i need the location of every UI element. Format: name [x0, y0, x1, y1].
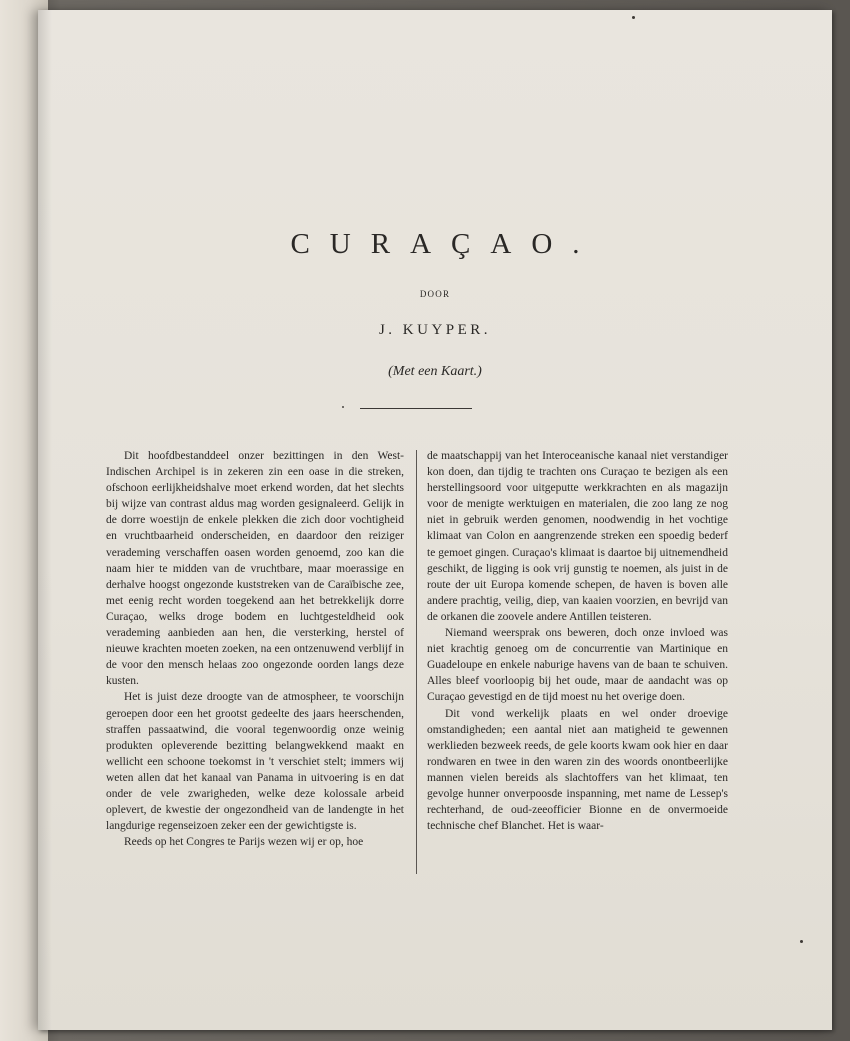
paragraph: Niemand weersprak ons beweren, doch onze invloed was niet krachtig genoeg om de concurrentie van Martinique en Guadeloupe en enkele naburige havens van de baan te schuiven. Alles bleef voorloopig bij het oude, maar de aandacht was op Curaçao gevestigd en de tijd moest nu het overige doen. [427, 627, 728, 704]
text-column-right [427, 448, 728, 834]
column-divider [416, 450, 417, 874]
paragraph: Dit vond werkelijk plaats en wel onder droevige omstandigheden; een aantal niet aan matigheid te gewennen werklieden bezweek reeds, de gele koorts kwam ook hier en daar rondwaren en twee in den waren zin des woords onontbeerlijke mannen vielen bereids als slachtoffers van het klimaat, ten gevolge hunner onverpoosde inspanning, met name de Lessep's rechterhand, de oud-zeeofficier Bionne en de onvermoeide technische chef Blanchet. Het is waar- [427, 707, 728, 833]
ink-dot [342, 406, 344, 408]
author-name: J. KUYPER. [378, 322, 492, 338]
paragraph: Het is juist deze droogte van de atmospheer, te voorschijn geroepen door een het grootst gedeelte des jaars heerschenden, straffen passaatwind, die vooral tegenwoordig onze weinig produkten opleverende bezitting belangwekkend maakt en wellicht een schoone toekomst in 't verschiet stelt; immers wij weten allen dat het kanaal van Panama in uitvoering is en dat onder de vele zwarigheden, welke deze kolossale arbeid oplevert, de kwestie der ongezondheid van de landengte in het langdurige regenseizoen zeker een der gewichtigste is. [106, 691, 404, 833]
book-page [38, 10, 832, 1030]
ink-spot [800, 940, 803, 943]
byline: DOOR [419, 289, 451, 299]
subtitle: (Met een Kaart.) [388, 364, 482, 379]
ink-spot [632, 16, 635, 19]
paragraph: de maatschappij van het Interoceanische kanaal niet verstandiger kon doen, dan tijdig te trachten ons Curaçao te bezigen als een herstellingsoord voor uitgeputte werkkrachten en als magazijn voor de menigte werktuigen en materialen, die zoo lang ze nog niet in gebruik werden genomen, noodwendig in het vochtige klimaat van Colon en aangrenzende streken een spoedig bederf te gemoet gingen. Curaçao's klimaat is daartoe bij uitnemendheid geschikt, de ligging is ook vrij gunstig te noemen, als juist in de route der uit Europa komende schepen, de haven is boven alle andere prachtig, veilig, diep, van kaaien voorzien, en bevrijd van de orkanen die zoovele andere Antillen teisteren. [427, 450, 728, 623]
paragraph: Dit hoofdbestanddeel onzer bezittingen in den West-Indischen Archipel is in zekeren zin een oase in die streken, ofschoon eerlijkheidshalve moet erkend worden, dat het slechts bij wijze van contrast aldus mag worden gesignaleerd. Gelijk in de dorre woestijn de enkele plekken die zich door vochtigheid en vruchtbaarheid onderscheiden, en daardoor den reiziger verademing verschaffen oasen worden genoemd, zoo kan die naam hier te midden van de vruchtbare, maar moerassige en derhalve hoogst ongezonde kuststreken van de Caraïbische zee, met eenig recht worden toegekend aan het betrekkelijk dorre Curaçao, welks droge bodem en luchtgesteldheid ook verademing aanbieden aan hen, die versterking, herstel of nieuwe krachten moeten zoeken, na een ontzenuwend verblijf in de voor den mensch helaas zoo ongezonde oorden langs deze kusten. [106, 450, 404, 688]
paragraph: Reeds op het Congres te Parijs wezen wij er op, hoe [124, 836, 364, 849]
article-title: CURAÇAO. [290, 228, 600, 260]
page-fold-shadow [38, 10, 52, 1030]
title-rule [360, 408, 472, 409]
text-column-left [106, 448, 404, 850]
